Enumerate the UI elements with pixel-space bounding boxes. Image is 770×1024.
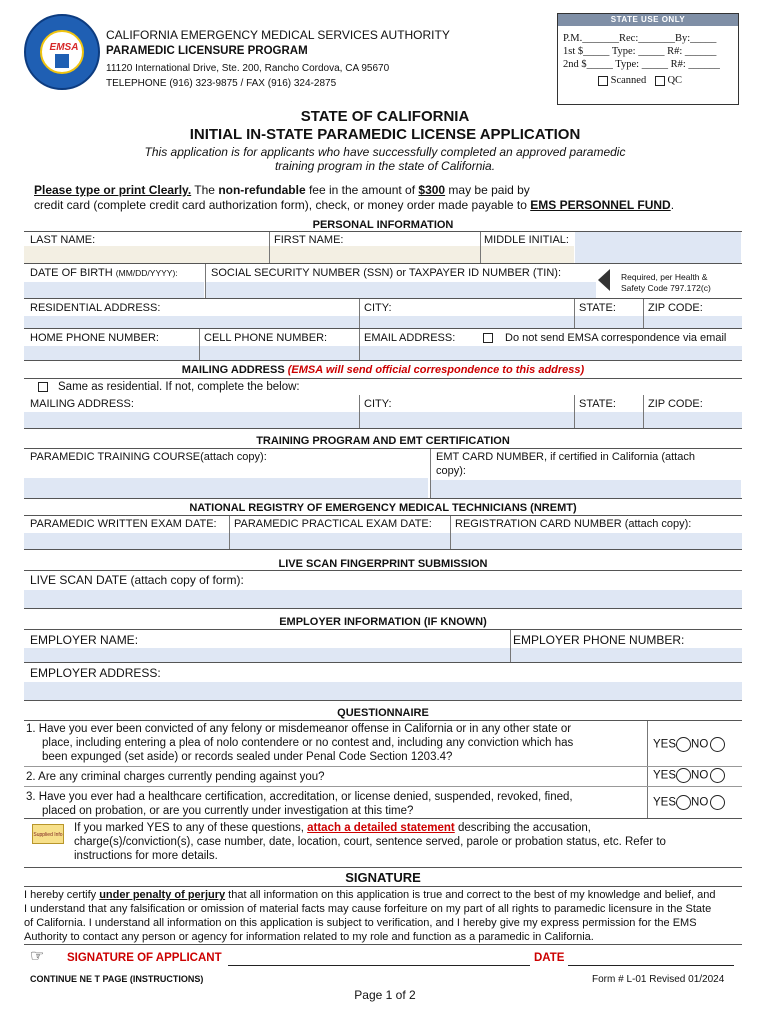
middle-initial-label: MIDDLE INITIAL: — [484, 234, 569, 246]
fee-paragraph-line-1 — [34, 183, 530, 198]
certify-line-1 — [24, 888, 744, 902]
page-number: Page 1 of 2 — [354, 988, 416, 1002]
last-name-input[interactable] — [28, 247, 268, 262]
payee-name: EMS PERSONNEL FUND — [530, 198, 671, 212]
mailing-zip-label: ZIP CODE: — [648, 398, 703, 410]
yes-note-line-1 — [74, 821, 744, 835]
certify-text-c: that all information on this application is true and correct to the best of my knowledge and belief, and — [225, 889, 716, 901]
employer-phone-label: EMPLOYER PHONE NUMBER: — [513, 633, 685, 647]
fee-text-a: The — [191, 183, 219, 197]
mailing-address-input[interactable] — [24, 412, 358, 428]
home-phone-input[interactable] — [24, 346, 198, 360]
employer-name-label: EMPLOYER NAME: — [30, 633, 139, 647]
cell-phone-label: CELL PHONE NUMBER: — [204, 332, 328, 344]
emt-card-label-1: EMT CARD NUMBER, if certified in California (attach — [436, 451, 695, 463]
fee-text-b: fee in the amount of — [305, 183, 419, 197]
emt-card-input[interactable] — [431, 480, 741, 498]
question-1-answer — [653, 737, 725, 752]
ssn-input[interactable] — [206, 282, 596, 298]
q2-no-label: NO — [691, 769, 709, 782]
q3-no-label: NO — [691, 796, 709, 809]
q1-no-radio[interactable] — [710, 737, 725, 752]
date-label: DATE — [534, 952, 565, 964]
fee-amount: $300 — [418, 183, 446, 197]
continue-next-page: CONTINUE NE T PAGE (INSTRUCTIONS) — [30, 974, 204, 984]
written-exam-label: PARAMEDIC WRITTEN EXAM DATE: — [30, 518, 217, 530]
training-course-input[interactable] — [24, 478, 428, 498]
seal-emsa-text: EMSA — [49, 42, 79, 53]
intro-line-1: This application is for applicants who have successfully completed an approved paramedic — [144, 145, 626, 159]
email-label: EMAIL ADDRESS: — [364, 332, 456, 344]
program-name: PARAMEDIC LICENSURE PROGRAM — [106, 45, 308, 57]
emsa-seal-logo — [24, 14, 100, 90]
date-input[interactable] — [568, 952, 734, 966]
dob-format: (MM/DD/YYYY): — [115, 268, 178, 278]
certify-line-4: Authority to contact any person or agency for information related to my role and function as a paramedic in California. — [24, 931, 594, 943]
employer-phone-input[interactable] — [512, 648, 741, 662]
q3-yes-label: YES — [653, 796, 677, 809]
form-number: Form # L-01 Revised 01/2024 — [592, 974, 725, 985]
pointing-hand-icon: ☞ — [30, 948, 45, 965]
city-label: CITY: — [364, 302, 392, 314]
q1-yes-label: YES — [653, 738, 677, 751]
mailing-city-input[interactable] — [361, 412, 573, 428]
qc-checkbox[interactable] — [655, 76, 665, 86]
application-title: INITIAL IN-STATE PARAMEDIC LICENSE APPLICATION — [189, 126, 581, 143]
note-text-c: describing the accusation, — [454, 822, 591, 834]
question-1-line-3: been expunged (set aside) or records sealed under Penal Code Section 1203.4? — [42, 751, 453, 763]
star-of-life-icon — [55, 54, 69, 68]
fee-text-c: may be paid by — [445, 183, 530, 197]
residential-address-input[interactable] — [24, 316, 358, 328]
residential-address-label: RESIDENTIAL ADDRESS: — [30, 302, 161, 314]
registration-card-label: REGISTRATION CARD NUMBER (attach copy): — [455, 518, 692, 530]
question-2-answer — [653, 768, 725, 783]
arrow-left-icon — [598, 269, 610, 291]
dob-text: DATE OF BIRTH — [30, 267, 113, 279]
agency-address: 11120 International Drive, Ste. 200, Rancho Cordova, CA 95670 — [106, 63, 390, 74]
question-2: 2. Are any criminal charges currently pending against you? — [26, 771, 325, 783]
type-clearly-text: Please type or print Clearly. — [34, 183, 192, 197]
livescan-date-label: LIVE SCAN DATE (attach copy of form): — [30, 573, 244, 587]
training-course-label: PARAMEDIC TRAINING COURSE(attach copy): — [30, 451, 267, 463]
same-as-residential-checkbox[interactable] — [38, 382, 48, 392]
q3-yes-radio[interactable] — [676, 795, 691, 810]
fee-text-d: credit card (complete credit card authorization form), check, or money order made payable to — [34, 198, 531, 212]
state-input[interactable] — [576, 316, 642, 328]
scanned-label: Scanned — [610, 75, 647, 86]
q1-no-label: NO — [691, 738, 709, 751]
perjury-text: under penalty of perjury — [99, 889, 226, 901]
questionnaire-heading: QUESTIONNAIRE — [24, 706, 742, 720]
employer-address-input[interactable] — [24, 682, 742, 700]
scanned-checkbox[interactable] — [598, 76, 608, 86]
state-use-row-1st: 1st $_____ Type: _____ R#: ______ — [563, 46, 717, 57]
nremt-heading: NATIONAL REGISTRY OF EMERGENCY MEDICAL TECHNICIANS (NREMT) — [24, 501, 742, 515]
question-3-answer — [653, 795, 725, 810]
dob-input[interactable] — [24, 282, 204, 298]
question-1-line-1: 1. Have you ever been convicted of any felony or misdemeanor offense in California or in any other state or — [26, 723, 572, 735]
supplied-info-note-icon — [32, 824, 64, 844]
mailing-heading — [24, 364, 742, 376]
agency-name: CALIFORNIA EMERGENCY MEDICAL SERVICES AUTHORITY — [106, 28, 450, 42]
question-3-line-2: placed on probation, or are you currently under investigation at this time? — [42, 805, 414, 817]
employer-name-input[interactable] — [24, 648, 508, 662]
practical-exam-input[interactable] — [231, 533, 449, 549]
employer-heading: EMPLOYER INFORMATION (IF KNOWN) — [24, 615, 742, 629]
signature-label: SIGNATURE OF APPLICANT — [67, 952, 222, 964]
mailing-city-label: CITY: — [364, 398, 392, 410]
qc-label: QC — [667, 75, 683, 86]
ssn-note-1: Required, per Health & — [621, 272, 708, 282]
question-3-line-1: 3. Have you ever had a healthcare certification, accreditation, or license denied, suspended, revoked, fined, — [26, 791, 573, 803]
zip-input[interactable] — [645, 316, 741, 328]
q2-yes-label: YES — [653, 769, 677, 782]
ssn-note-2: Safety Code 797.172(c) — [621, 283, 711, 293]
home-phone-label: HOME PHONE NUMBER: — [30, 332, 159, 344]
mailing-heading-text: MAILING ADDRESS — [181, 364, 285, 376]
question-1-line-2: place, including entering a plea of nolo contendere or no contest and, including any conviction which has — [42, 737, 574, 749]
non-refundable-text: non-refundable — [218, 183, 306, 197]
attach-statement-text: attach a detailed statement — [307, 822, 455, 834]
personal-info-heading: PERSONAL INFORMATION — [24, 218, 742, 232]
fee-paragraph-line-2 — [34, 198, 674, 213]
middle-initial-input[interactable] — [575, 232, 741, 263]
written-exam-input[interactable] — [24, 533, 228, 549]
intro-line-2: training program in the state of California. — [274, 159, 496, 173]
first-name-input[interactable] — [272, 247, 478, 262]
city-input[interactable] — [361, 316, 573, 328]
state-label: STATE: — [579, 302, 616, 314]
zip-label: ZIP CODE: — [648, 302, 703, 314]
same-as-residential-label: Same as residential. If not, complete the below: — [58, 381, 300, 393]
registration-card-input[interactable] — [452, 533, 741, 549]
no-email-checkbox[interactable] — [483, 333, 493, 343]
certify-text-a: I hereby certify — [24, 889, 100, 901]
certify-line-2: I understand that any falsification or omission of material facts may cause forfeiture on my part of all rights to paramedic licensure in the State — [24, 903, 712, 915]
first-name-label: FIRST NAME: — [274, 234, 344, 246]
training-heading: TRAINING PROGRAM AND EMT CERTIFICATION — [24, 434, 742, 448]
yes-note-line-3: instructions for more details. — [74, 850, 218, 862]
certify-line-3: of California. I understand all information on this application is subject to verification, and I hereby give my express permission for the EMS — [24, 917, 697, 929]
q2-yes-radio[interactable] — [676, 768, 691, 783]
q2-no-radio[interactable] — [710, 768, 725, 783]
cell-phone-input[interactable] — [201, 346, 358, 360]
last-name-label: LAST NAME: — [30, 234, 96, 246]
yes-note-line-2: charge(s)/conviction(s), case number, date, location, court, sentence served, parole or probation status, etc. Refer to — [74, 836, 666, 848]
practical-exam-label: PARAMEDIC PRACTICAL EXAM DATE: — [234, 518, 432, 530]
state-use-caption: STATE USE ONLY — [558, 14, 738, 26]
state-use-row-pm: P.M._______Rec:_______By:_____ — [563, 33, 717, 44]
state-use-row-2nd: 2nd $_____ Type: _____ R#: ______ — [563, 59, 720, 70]
state-title: STATE OF CALIFORNIA — [300, 108, 470, 125]
livescan-heading: LIVE SCAN FINGERPRINT SUBMISSION — [24, 557, 742, 571]
state-use-only-box — [557, 13, 739, 105]
mailing-zip-input[interactable] — [645, 412, 741, 428]
dob-label — [30, 267, 178, 279]
signature-input[interactable] — [228, 952, 530, 966]
note-icon-text: Supplied Info — [33, 832, 63, 838]
mailing-heading-note: (EMSA will send official correspondence to this address) — [287, 364, 585, 376]
no-email-label: Do not send EMSA correspondence via email — [505, 332, 727, 344]
fee-text-e: . — [670, 198, 675, 212]
mailing-address-label: MAILING ADDRESS: — [30, 398, 134, 410]
ssn-label: SOCIAL SECURITY NUMBER (SSN) or TAXPAYER ID NUMBER (TIN): — [211, 267, 562, 279]
email-input[interactable] — [361, 346, 741, 360]
q1-yes-radio[interactable] — [676, 737, 691, 752]
note-text-a: If you marked YES to any of these questions, — [74, 822, 308, 834]
q3-no-radio[interactable] — [710, 795, 725, 810]
emt-card-label-2: copy): — [436, 465, 466, 477]
mailing-state-input[interactable] — [576, 412, 642, 428]
agency-phone: TELEPHONE (916) 323-9875 / FAX (916) 324-2875 — [106, 78, 337, 89]
mailing-state-label: STATE: — [579, 398, 616, 410]
seal-inner — [40, 30, 84, 74]
livescan-date-input[interactable] — [24, 590, 742, 608]
signature-heading: SIGNATURE — [24, 870, 742, 886]
employer-address-label: EMPLOYER ADDRESS: — [30, 666, 161, 680]
